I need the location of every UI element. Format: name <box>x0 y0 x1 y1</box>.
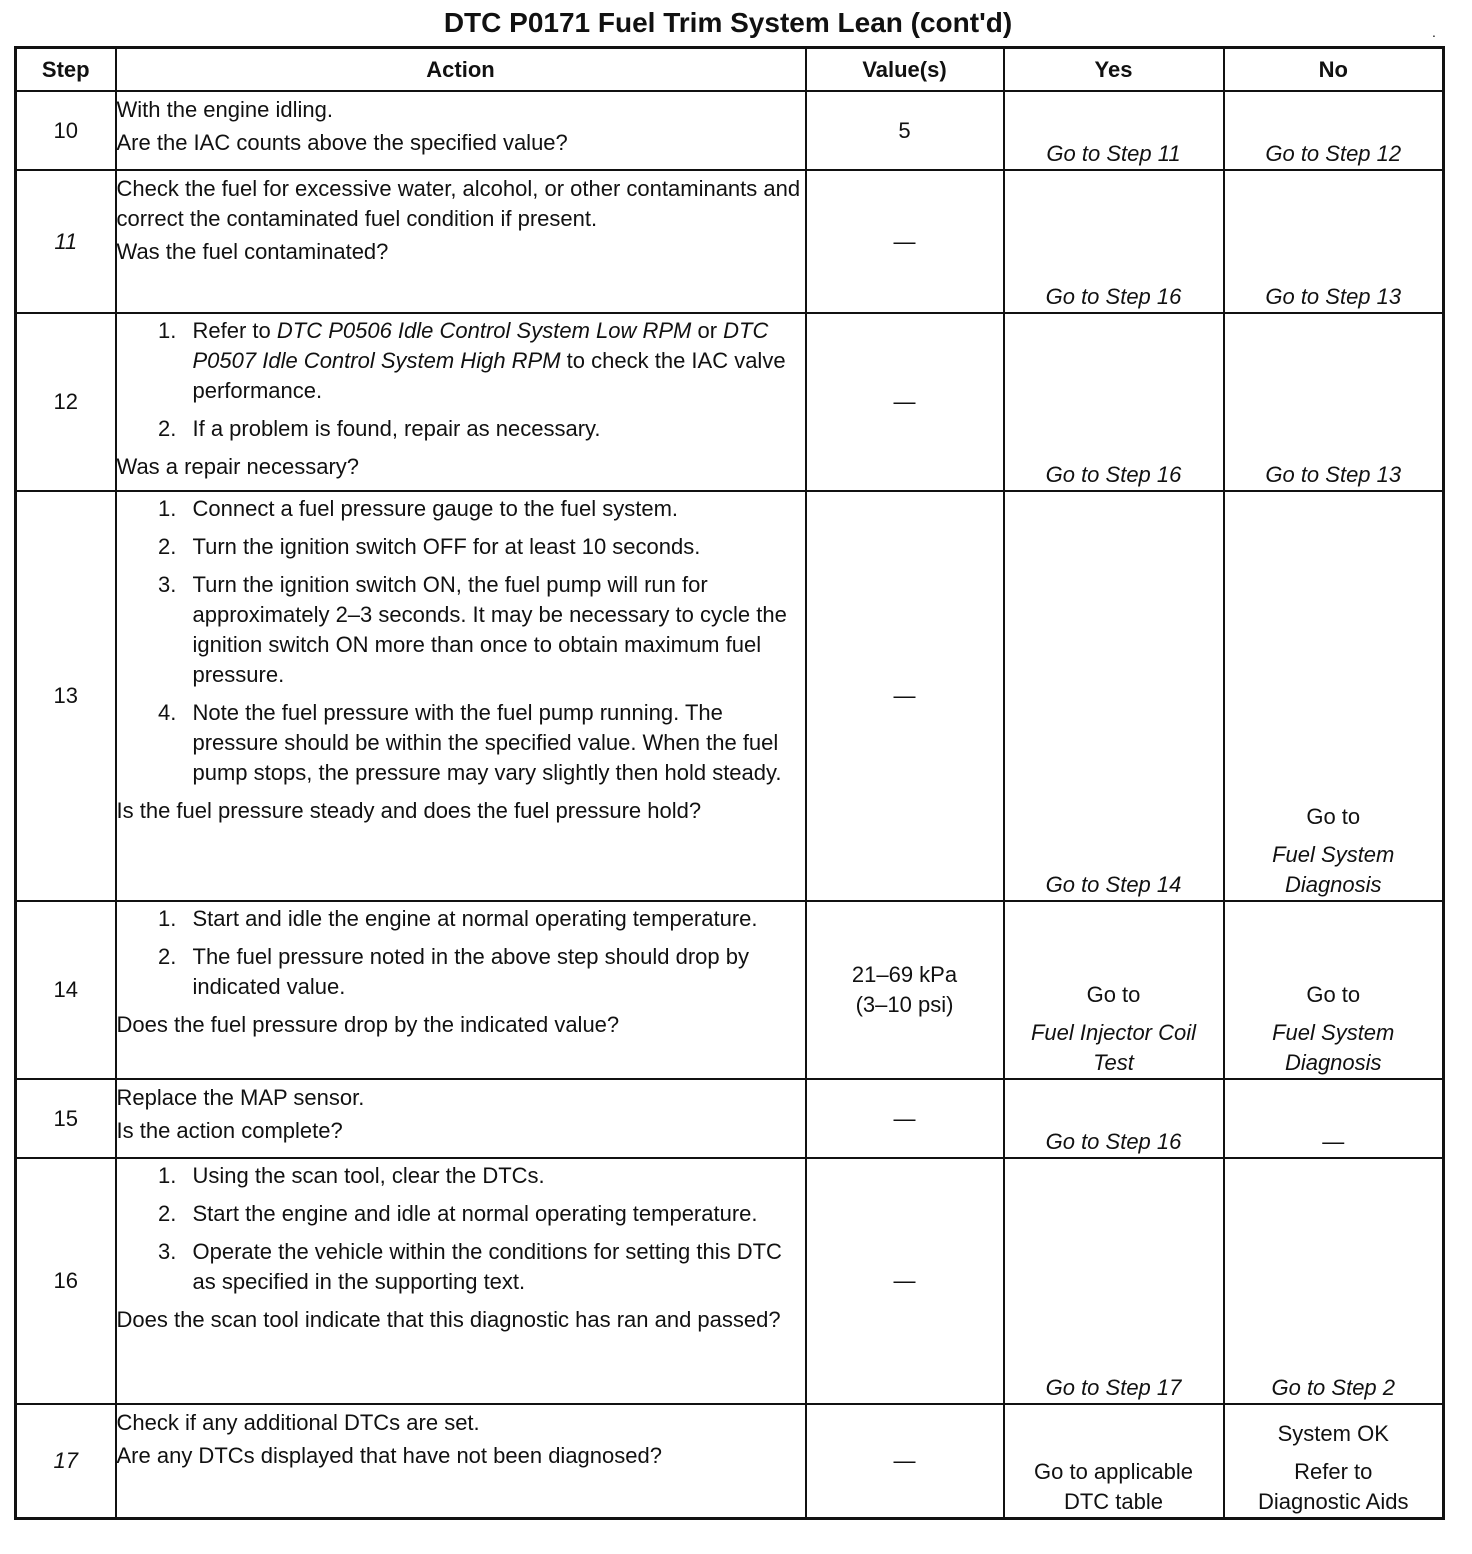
no-cell <box>1224 491 1444 901</box>
action-list <box>117 494 805 788</box>
step-number: 14 <box>16 901 116 1079</box>
table-row-step-14 <box>16 901 1444 1079</box>
step-number: 13 <box>16 491 116 901</box>
page-title: DTC P0171 Fuel Trim System Lean (cont'd) <box>443 7 1013 38</box>
action-question: Are any DTCs displayed that have not been diagnosed? <box>116 1443 662 1468</box>
header-no: No <box>1224 48 1444 92</box>
list-item: 3. Operate the vehicle within the conditions for setting this DTC as specified in the supporting text. <box>183 1237 805 1297</box>
no-line: Diagnostic Aids <box>1258 1488 1409 1514</box>
action-cell <box>116 91 806 170</box>
step-number: 15 <box>16 1079 116 1158</box>
diagnostic-table <box>14 46 1445 1520</box>
no-cell: Go to Step 2 <box>1224 1158 1444 1404</box>
page-mark: . <box>1432 24 1436 40</box>
step-number: 17 <box>16 1404 116 1518</box>
goto-target: Fuel Injector Coil <box>1030 1020 1197 1045</box>
value-cell: 5 <box>806 91 1004 170</box>
action-list <box>117 1161 805 1297</box>
table-row-step-17 <box>16 1404 1444 1518</box>
list-item: 2. The fuel pressure noted in the above step should drop by indicated value. <box>183 942 805 1002</box>
no-cell: Go to Step 13 <box>1224 170 1444 313</box>
action-cell <box>116 170 806 313</box>
table-row-step-10 <box>16 91 1444 170</box>
action-question: Is the action complete? <box>116 1118 343 1143</box>
no-cell <box>1224 901 1444 1079</box>
goto-target: Diagnosis <box>1284 1050 1382 1075</box>
value-cell: — <box>806 1079 1004 1158</box>
goto-label: Go to <box>1306 804 1361 829</box>
no-line: System OK <box>1277 1420 1389 1446</box>
action-question: Are the IAC counts above the specified value? <box>116 130 568 155</box>
action-text: Check if any additional DTCs are set. <box>116 1410 480 1435</box>
yes-cell: Go to Step 17 <box>1004 1158 1224 1404</box>
action-cell <box>116 1079 806 1158</box>
list-item: 1. Connect a fuel pressure gauge to the fuel system. <box>183 494 805 524</box>
table-row-step-15 <box>16 1079 1444 1158</box>
yes-cell: Go to Step 16 <box>1004 170 1224 313</box>
value-line: 21–69 kPa <box>851 962 958 987</box>
no-cell: Go to Step 13 <box>1224 313 1444 491</box>
header-step: Step <box>16 48 116 92</box>
action-cell <box>116 491 806 901</box>
header-row <box>16 48 1444 92</box>
step-number: 10 <box>16 91 116 170</box>
action-text: With the engine idling. <box>116 97 333 122</box>
value-cell: — <box>806 1158 1004 1404</box>
goto-target: Test <box>1093 1050 1134 1075</box>
no-line: Refer to <box>1294 1458 1373 1484</box>
action-question: Does the fuel pressure drop by the indicated value? <box>116 1012 620 1037</box>
list-item: 1. Refer to DTC P0506 Idle Control System Low RPM or DTC P0507 Idle Control System High RPM to check the IAC valve performance. <box>183 316 805 406</box>
table-row-step-16 <box>16 1158 1444 1404</box>
list-item: 2. Start the engine and idle at normal operating temperature. <box>183 1199 805 1229</box>
yes-cell <box>1004 1404 1224 1518</box>
goto-target: Diagnosis <box>1284 872 1382 897</box>
action-list <box>117 316 805 444</box>
table-row-step-13 <box>16 491 1444 901</box>
goto-label: Go to <box>1086 982 1141 1007</box>
action-question: Was the fuel contaminated? <box>116 239 389 264</box>
header-yes: Yes <box>1004 48 1224 92</box>
no-cell: — <box>1224 1079 1444 1158</box>
value-cell: — <box>806 313 1004 491</box>
goto-target: Fuel System <box>1272 1020 1395 1045</box>
goto-label: Go to <box>1306 982 1361 1007</box>
yes-cell: Go to Step 16 <box>1004 313 1224 491</box>
header-values: Value(s) <box>806 48 1004 92</box>
value-cell: — <box>806 170 1004 313</box>
list-item: 4. Note the fuel pressure with the fuel pump running. The pressure should be within the specified value. When the fuel pump stops, the pressure may vary slightly then hold steady. <box>183 698 805 788</box>
action-cell <box>116 901 806 1079</box>
action-question: Was a repair necessary? <box>116 454 360 479</box>
action-text: Replace the MAP sensor. <box>116 1085 365 1110</box>
yes-cell: Go to Step 11 <box>1004 91 1224 170</box>
action-cell <box>116 1158 806 1404</box>
value-cell: — <box>806 1404 1004 1518</box>
no-cell <box>1224 1404 1444 1518</box>
yes-cell <box>1004 901 1224 1079</box>
value-line: (3–10 psi) <box>855 992 954 1017</box>
action-question: Does the scan tool indicate that this diagnostic has ran and passed? <box>116 1307 781 1332</box>
action-cell <box>116 313 806 491</box>
no-cell: Go to Step 12 <box>1224 91 1444 170</box>
value-cell <box>806 901 1004 1079</box>
value-cell: — <box>806 491 1004 901</box>
list-item: 1. Using the scan tool, clear the DTCs. <box>183 1161 805 1191</box>
action-cell <box>116 1404 806 1518</box>
yes-line: Go to applicable <box>1034 1458 1193 1484</box>
dtc-reference: DTC P0506 Idle Control System Low RPM <box>276 318 692 343</box>
step-number: 11 <box>16 170 116 313</box>
header-action: Action <box>116 48 806 92</box>
action-list <box>117 904 805 1002</box>
list-item: 3. Turn the ignition switch ON, the fuel pump will run for approximately 2–3 seconds. It may be necessary to cycle the ignition switch ON more than once to obtain maximum fuel pressure. <box>183 570 805 690</box>
yes-cell: Go to Step 16 <box>1004 1079 1224 1158</box>
step-number: 16 <box>16 1158 116 1404</box>
table-row-step-12 <box>16 313 1444 491</box>
action-text: Check the fuel for excessive water, alcohol, or other contaminants and correct the contaminated fuel condition if present. <box>116 176 801 231</box>
step-number: 12 <box>16 313 116 491</box>
list-item: 1. Start and idle the engine at normal operating temperature. <box>183 904 805 934</box>
dtc-reference: DTC P0507 Idle Control System High RPM <box>192 318 769 373</box>
list-item: 2. If a problem is found, repair as necessary. <box>183 414 805 444</box>
yes-line: DTC table <box>1063 1488 1164 1514</box>
yes-cell: Go to Step 14 <box>1004 491 1224 901</box>
table-row-step-11 <box>16 170 1444 313</box>
action-question: Is the fuel pressure steady and does the fuel pressure hold? <box>116 798 702 823</box>
list-item: 2. Turn the ignition switch OFF for at least 10 seconds. <box>183 532 805 562</box>
goto-target: Fuel System <box>1272 842 1395 867</box>
